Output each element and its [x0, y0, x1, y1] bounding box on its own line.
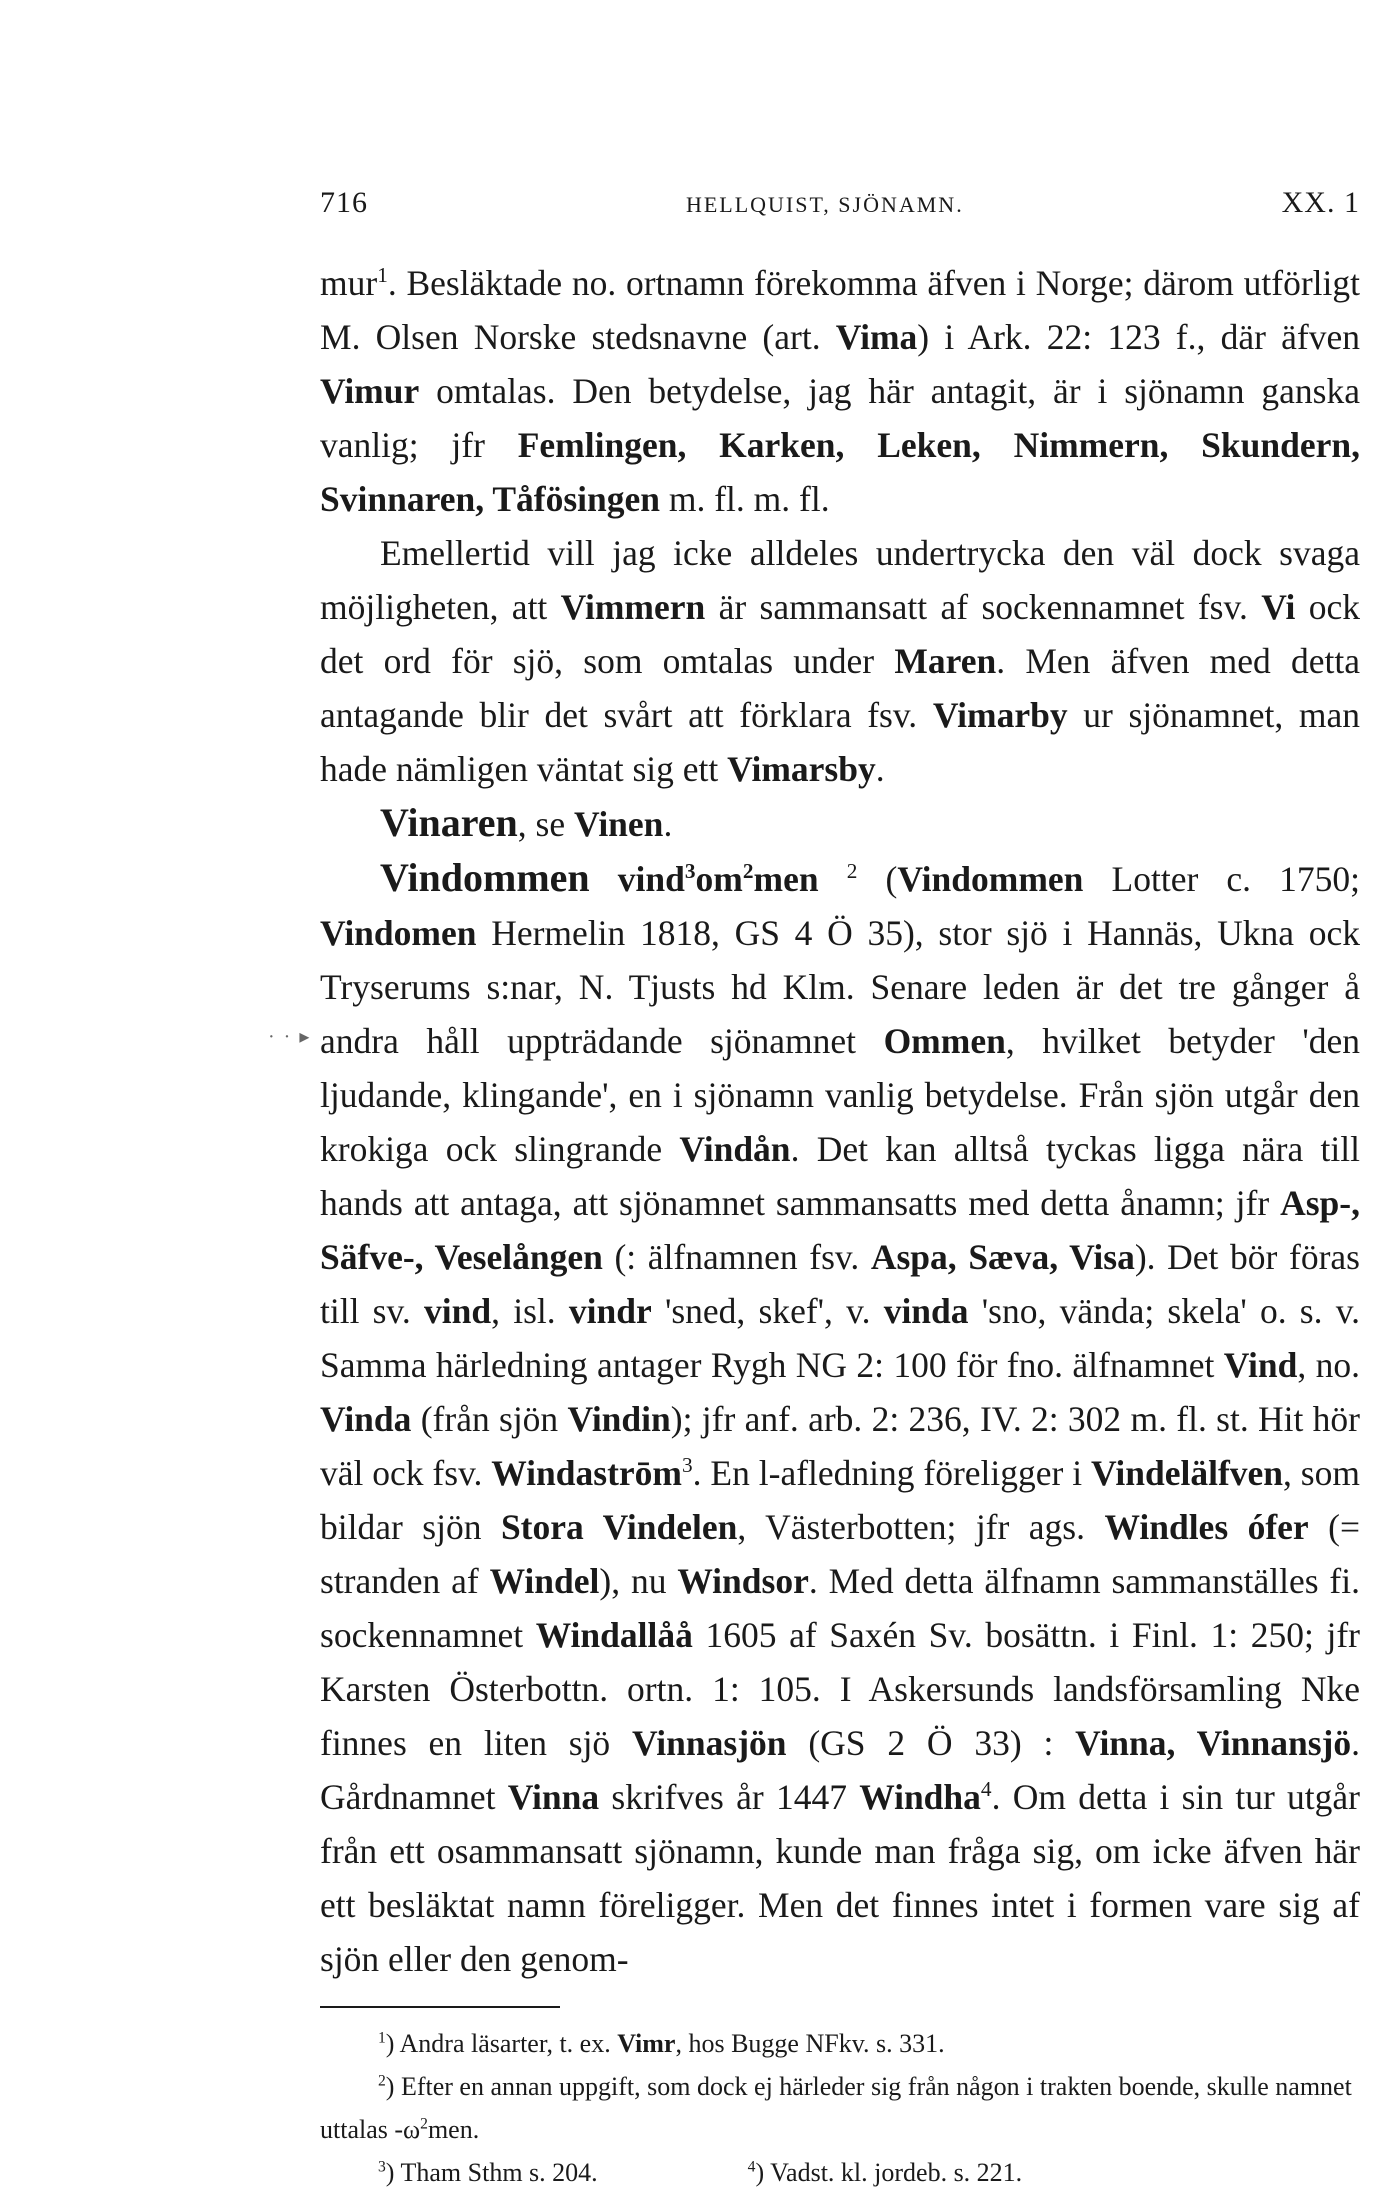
section-number: XX. 1 — [1281, 186, 1360, 219]
footnote-3: $^3$) Tham Sthm s. 204. — [378, 2158, 598, 2187]
entry-vindommen: Vindommen $vind^3om^2men$ $^2$ (Vindommen Lotter c. 1750; Vindomen Hermelin 1818, GS 4 Ö 35), stor sjö i Hannäs, Ukna ock Tryserums s:nar, N. Tjusts hd Klm. Senare leden är det tre gånger å andra håll uppträdande sjönamnet Ommen, hvilket betyder 'den ljudande, klingande', en i sjönamn vanlig betydelse. Från sjön utgår den krokiga ock slingrande Vindån. Det kan alltså tyckas ligga nära till hands att antaga, att sjönamnet sammansatts med detta ånamn; jfr Asp-, Säfve-, Veselången (: älfnamnen fsv. Aspa, Sæva, Visa). Det bör föras till sv. vind, isl. vindr 'sned, skef', v. vinda 'sno, vända; skela' o. s. v. Samma härledning antager Rygh NG 2: 100 för fno. älfnamnet Vind, no. Vinda (från sjön Vindin); jfr anf. arb. 2: 236, IV. 2: 302 m. fl. st. Hit hör väl ock fsv. Windastrōm$^3$. En l-afledning föreligger i Vindelälfven, som bildar sjön Stora Vindelen, Västerbotten; jfr ags. Windles ófer (= stranden af Windel), nu Windsor. Med detta älfnamn sammanställes fi. sockennamnet Windallåå 1605 af Saxén Sv. bosättn. i Finl. 1: 250; jfr Karsten Österbottn. ortn. 1: 105. I Askersunds landsförsamling Nke finnes en liten sjö Vinnasjön (GS 2 Ö 33) : Vinna, Vinnansjö. Gårdnamnet Vinna skrifves år 1447 Windha$^4$. Om detta i sin tur utgår från ett osammansatt sjönamn, kunde man fråga sig, om icke äfven här ett besläktat namn föreligger. Men det finnes intet i formen vare sig af sjön eller den genom- — [320, 855, 1361, 1979]
page-header — [320, 186, 1360, 234]
page-number: 716 — [320, 186, 368, 219]
footnote-1: $^1$) Andra läsarter, t. ex. Vimr, hos Bugge NFkv. s. 331. — [378, 2029, 945, 2058]
footnote-2: $^2$) Efter en annan uppgift, som dock ej härleder sig från någon i trakten boende, skulle namnet uttalas $-\omega^2men$. — [320, 2072, 1352, 2144]
footnote-divider — [320, 2006, 560, 2008]
running-title: HELLQUIST, SJÖNAMN. — [685, 192, 964, 217]
paragraph-continuation: mur$^1$. Besläktade no. ortnamn förekomma äfven i Norge; därom utförligt M. Olsen Norske stedsnavne (art. Vima) i Ark. 22: 123 f., där äfven Vimur omtalas. Den betydelse, jag här antagit, är i sjönamn ganska vanlig; jfr Femlingen, Karken, Leken, Nimmern, Skundern, Svinnaren, Tåfösingen m. fl. m. fl. — [320, 263, 1360, 519]
footnote-4: $^4$) Vadst. kl. jordeb. s. 221. — [747, 2158, 1023, 2187]
entry-headword: Vindommen — [380, 855, 590, 900]
page-body — [320, 256, 1360, 1986]
margin-mark: · · ▸ — [268, 1026, 312, 1048]
paragraph-emellertid: Emellertid vill jag icke alldeles undertrycka den väl dock svaga möjligheten, att Vimmern är sammansatt af sockennamnet fsv. Vi ock det ord för sjö, som omtalas under Maren. Men äfven med detta antagande blir det svårt att förklara fsv. Vimarby ur sjönamnet, man hade nämligen väntat sig ett Vimarsby. — [320, 533, 1361, 789]
entry-vinaren: Vinaren, se Vinen. — [380, 800, 673, 845]
entry-headword: Vinaren — [380, 800, 518, 845]
book-page — [320, 186, 1360, 2194]
footnotes — [320, 2022, 1360, 2194]
